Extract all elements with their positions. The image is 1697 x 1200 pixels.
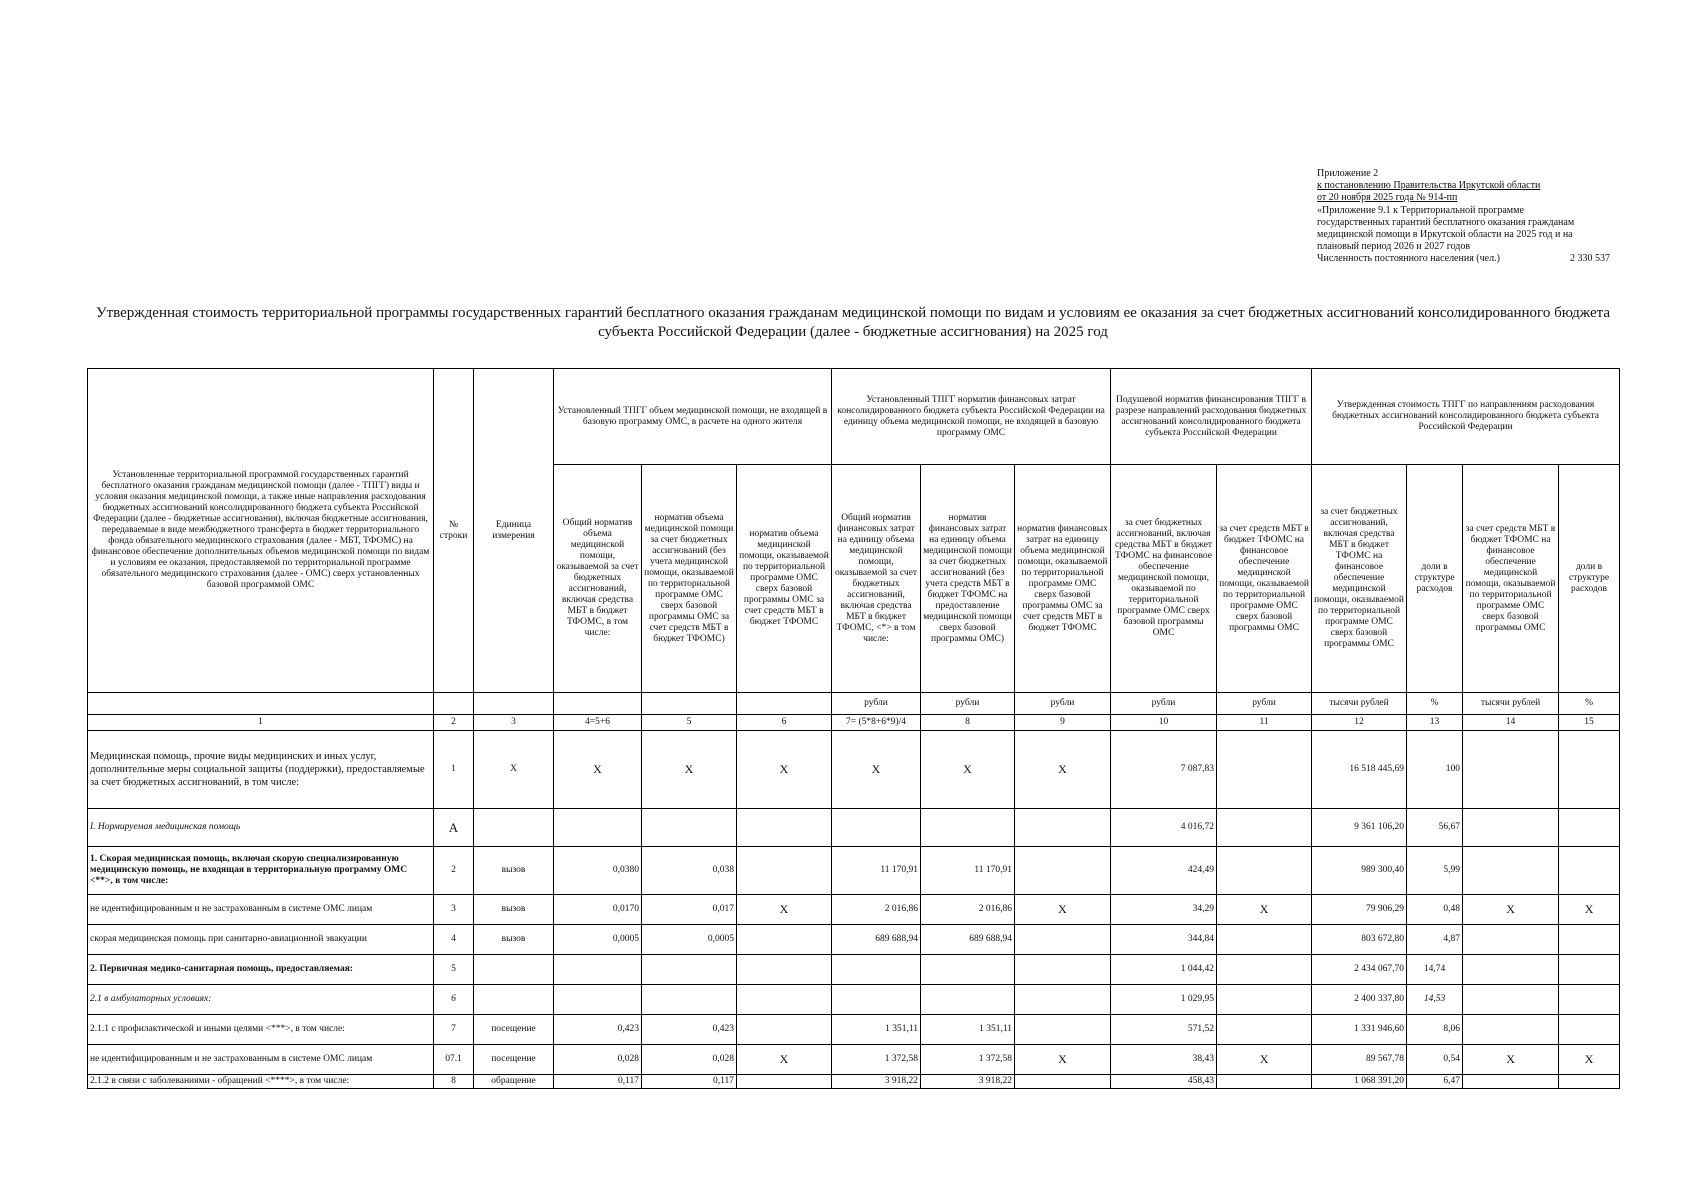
cell-col-13: 14,74 bbox=[1407, 955, 1463, 985]
cell-col-11 bbox=[1217, 1015, 1312, 1045]
cell-col-12: 2 434 067,70 bbox=[1312, 955, 1407, 985]
row-number: 8 bbox=[434, 1075, 474, 1089]
header-col-14: за счет средств МБТ в бюджет ТФОМС на финансовое обеспечение медицинской помощи, оказываемой по территориальной программе ОМС сверх базовой программы ОМС bbox=[1463, 465, 1559, 693]
cell-col-4: 0,0005 bbox=[554, 925, 642, 955]
cell-col-9: X bbox=[1015, 1045, 1111, 1075]
cell-col-5: 0,028 bbox=[642, 1045, 737, 1075]
cell-col-13: 14,53 bbox=[1407, 985, 1463, 1015]
row-number: 07.1 bbox=[434, 1045, 474, 1075]
cell-col-11 bbox=[1217, 1075, 1312, 1089]
cell-col-4 bbox=[554, 955, 642, 985]
cell-col-9 bbox=[1015, 925, 1111, 955]
colnum-cell: 1 bbox=[88, 715, 434, 731]
header-col-10: за счет бюджетных ассигнований, включая средства МБТ в бюджет ТФОМС на финансовое обеспечение медицинской помощи, оказываемой по территориальной программе ОМС сверх базовой программы ОМС bbox=[1111, 465, 1217, 693]
population-line bbox=[1317, 253, 1610, 265]
cell-col-7: X bbox=[832, 731, 921, 809]
row-number: 4 bbox=[434, 925, 474, 955]
cell-col-14: X bbox=[1463, 1045, 1559, 1075]
row-name: 2.1.1 с профилактической и иными целями <***>, в том числе: bbox=[88, 1015, 434, 1045]
cell-col-8 bbox=[921, 955, 1015, 985]
cell-col-12: 989 300,40 bbox=[1312, 847, 1407, 895]
cell-col-9 bbox=[1015, 985, 1111, 1015]
cell-col-5: 0,423 bbox=[642, 1015, 737, 1045]
cell-col-7: 1 372,58 bbox=[832, 1045, 921, 1075]
table-row bbox=[88, 955, 1620, 985]
cell-col-9 bbox=[1015, 1075, 1111, 1089]
cell-col-11 bbox=[1217, 847, 1312, 895]
header-group-volume: Установленный ТПГГ объем медицинской помощи, не входящей в базовую программу ОМС, в расчете на одного жителя bbox=[554, 369, 832, 465]
cell-col-6 bbox=[737, 925, 832, 955]
cell-col-10: 38,43 bbox=[1111, 1045, 1217, 1075]
cell-col-9 bbox=[1015, 847, 1111, 895]
cell-col-8: 1 372,58 bbox=[921, 1045, 1015, 1075]
colnum-cell: 2 bbox=[434, 715, 474, 731]
row-name: не идентифицированным и не застрахованным в системе ОМС лицам bbox=[88, 895, 434, 925]
row-unit: посещение bbox=[474, 1015, 554, 1045]
cell-col-5: X bbox=[642, 731, 737, 809]
table-row bbox=[88, 1045, 1620, 1075]
row-number: 1 bbox=[434, 731, 474, 809]
cell-col-7: 11 170,91 bbox=[832, 847, 921, 895]
colnum-cell: 3 bbox=[474, 715, 554, 731]
cell-col-13: 0,54 bbox=[1407, 1045, 1463, 1075]
table-row bbox=[88, 731, 1620, 809]
cell-col-13: 5,99 bbox=[1407, 847, 1463, 895]
header-col-8: норматив финансовых затрат на единицу объема медицинской помощи за счет бюджетных ассигнований (без учета средств МБТ в бюджет ТФОМС на предоставление медицинской помощи сверх базовой программы ОМС) bbox=[921, 465, 1015, 693]
cell-col-4: 0,0380 bbox=[554, 847, 642, 895]
appendix-line: Приложение 2 bbox=[1317, 168, 1379, 179]
cell-col-11 bbox=[1217, 985, 1312, 1015]
cell-col-14 bbox=[1463, 1075, 1559, 1089]
row-unit: вызов bbox=[474, 925, 554, 955]
cell-col-12: 1 331 946,60 bbox=[1312, 1015, 1407, 1045]
cell-col-7: 1 351,11 bbox=[832, 1015, 921, 1045]
cell-col-14 bbox=[1463, 809, 1559, 847]
cell-col-14 bbox=[1463, 847, 1559, 895]
row-unit: вызов bbox=[474, 895, 554, 925]
table-row bbox=[88, 1015, 1620, 1045]
appendix-block bbox=[1317, 168, 1617, 266]
cell-col-15 bbox=[1559, 1015, 1620, 1045]
table-row bbox=[88, 985, 1620, 1015]
table-header bbox=[88, 369, 1620, 731]
cell-col-14 bbox=[1463, 925, 1559, 955]
cell-col-10: 344,84 bbox=[1111, 925, 1217, 955]
cell-col-5 bbox=[642, 955, 737, 985]
cell-col-10: 1 029,95 bbox=[1111, 985, 1217, 1015]
header-col-11: за счет средств МБТ в бюджет ТФОМС на финансовое обеспечение медицинской помощи, оказываемой по территориальной программе ОМС сверх базовой программы ОМС bbox=[1217, 465, 1312, 693]
row-unit bbox=[474, 985, 554, 1015]
header-col-6: норматив объема медицинской помощи, оказываемой по территориальной программе ОМС сверх базовой программы ОМС за счет средств МБТ в бюджет ТФОМС bbox=[737, 465, 832, 693]
unit-cell: рубли bbox=[832, 693, 921, 715]
cell-col-10: 4 016,72 bbox=[1111, 809, 1217, 847]
colnum-cell: 12 bbox=[1312, 715, 1407, 731]
row-number: 2 bbox=[434, 847, 474, 895]
cell-col-11: X bbox=[1217, 1045, 1312, 1075]
cell-col-4: 0,423 bbox=[554, 1015, 642, 1045]
table-row bbox=[88, 1075, 1620, 1089]
cell-col-8 bbox=[921, 809, 1015, 847]
colnum-cell: 13 bbox=[1407, 715, 1463, 731]
header-col-9: норматив финансовых затрат на единицу объема медицинской помощи, оказываемой по территориальной программе ОМС сверх базовой программы ОМС за счет средств МБТ в бюджет ТФОМС bbox=[1015, 465, 1111, 693]
cell-col-4 bbox=[554, 985, 642, 1015]
cell-col-6 bbox=[737, 1015, 832, 1045]
cell-col-15 bbox=[1559, 731, 1620, 809]
row-name: 2. Первичная медико-санитарная помощь, предоставляемая: bbox=[88, 955, 434, 985]
cell-col-4: 0,028 bbox=[554, 1045, 642, 1075]
cell-col-12: 1 068 391,20 bbox=[1312, 1075, 1407, 1089]
appendix-line: от 20 ноября 2025 года № 914-пп bbox=[1317, 192, 1458, 204]
header-group-cost-norm: Установленный ТПГГ норматив финансовых затрат консолидированного бюджета субъекта Российской Федерации на единицу объема медицинской помощи, не входящей в базовую программу ОМС bbox=[832, 369, 1111, 465]
row-name: Медицинская помощь, прочие виды медицинских и иных услуг, дополнительные меры социальной защиты (поддержки), предоставляемые за счет бюджетных ассигнований, в том числе: bbox=[88, 731, 434, 809]
cell-col-13: 8,06 bbox=[1407, 1015, 1463, 1045]
cell-col-15: X bbox=[1559, 1045, 1620, 1075]
row-name: 1. Скорая медицинская помощь, включая скорую специализированную медицинскую помощь, не входящая в территориальную программу ОМС <**>, в том числе: bbox=[88, 847, 434, 895]
column-numbers-row bbox=[88, 715, 1620, 731]
cell-col-5: 0,038 bbox=[642, 847, 737, 895]
cell-col-15: X bbox=[1559, 895, 1620, 925]
colnum-cell: 10 bbox=[1111, 715, 1217, 731]
header-col-7: Общий норматив финансовых затрат на единицу объема медицинской помощи, оказываемой за счет бюджетных ассигнований, включая средства МБТ в бюджет ТФОМС, <*> в том числе: bbox=[832, 465, 921, 693]
row-unit: вызов bbox=[474, 847, 554, 895]
cell-col-15 bbox=[1559, 985, 1620, 1015]
cell-col-7: 2 016,86 bbox=[832, 895, 921, 925]
cell-col-7 bbox=[832, 809, 921, 847]
cell-col-13: 56,67 bbox=[1407, 809, 1463, 847]
unit-cell bbox=[737, 693, 832, 715]
row-unit: X bbox=[474, 731, 554, 809]
cell-col-5: 0,017 bbox=[642, 895, 737, 925]
cell-col-10: 1 044,42 bbox=[1111, 955, 1217, 985]
population-label: Численность постоянного населения (чел.) bbox=[1317, 253, 1500, 265]
cell-col-6 bbox=[737, 1075, 832, 1089]
cell-col-15 bbox=[1559, 955, 1620, 985]
row-name: 2.1.2 в связи с заболеваниями - обращений <****>, в том числе: bbox=[88, 1075, 434, 1089]
unit-cell: рубли bbox=[921, 693, 1015, 715]
header-group-approved-cost: Утвержденная стоимость ТПГГ по направлениям расходования бюджетных ассигнований консолидированного бюджета субъекта Российской Федерации bbox=[1312, 369, 1620, 465]
unit-cell: рубли bbox=[1015, 693, 1111, 715]
cell-col-7: 3 918,22 bbox=[832, 1075, 921, 1089]
colnum-cell: 15 bbox=[1559, 715, 1620, 731]
colnum-cell: 14 bbox=[1463, 715, 1559, 731]
cell-col-11 bbox=[1217, 731, 1312, 809]
cell-col-10: 34,29 bbox=[1111, 895, 1217, 925]
cell-col-14 bbox=[1463, 985, 1559, 1015]
colnum-cell: 5 bbox=[642, 715, 737, 731]
cell-col-6 bbox=[737, 955, 832, 985]
appendix-line: плановый период 2026 и 2027 годов bbox=[1317, 241, 1471, 253]
colnum-cell: 4=5+6 bbox=[554, 715, 642, 731]
cell-col-7 bbox=[832, 955, 921, 985]
cell-col-9: X bbox=[1015, 895, 1111, 925]
cell-col-4: 0,0170 bbox=[554, 895, 642, 925]
unit-cell bbox=[88, 693, 434, 715]
cell-col-8: X bbox=[921, 731, 1015, 809]
header-col-15: доли в структуре расходов bbox=[1559, 465, 1620, 693]
cell-col-10: 458,43 bbox=[1111, 1075, 1217, 1089]
unit-cell bbox=[434, 693, 474, 715]
cell-col-11: X bbox=[1217, 895, 1312, 925]
row-number: А bbox=[434, 809, 474, 847]
table-body bbox=[88, 731, 1620, 1089]
cell-col-6 bbox=[737, 809, 832, 847]
cell-col-9 bbox=[1015, 1015, 1111, 1045]
cell-col-14 bbox=[1463, 1015, 1559, 1045]
cell-col-6: X bbox=[737, 1045, 832, 1075]
cell-col-8: 2 016,86 bbox=[921, 895, 1015, 925]
table-row bbox=[88, 847, 1620, 895]
header-col-12: за счет бюджетных ассигнований, включая средства МБТ в бюджет ТФОМС на финансовое обеспечение медицинской помощи, оказываемой по территориальной программе ОМС сверх базовой программы ОМС bbox=[1312, 465, 1407, 693]
header-col-13: доли в структуре расходов bbox=[1407, 465, 1463, 693]
document-title: Утвержденная стоимость территориальной программы государственных гарантий бесплатного оказания гражданам медицинской помощи по видам и условиям ее оказания за счет бюджетных ассигнований консолидированного бюджета субъекта Российской Федерации (далее - бюджетные ассигнования) на 2025 год bbox=[95, 305, 1611, 340]
cell-col-12: 16 518 445,69 bbox=[1312, 731, 1407, 809]
cell-col-12: 803 672,80 bbox=[1312, 925, 1407, 955]
unit-cell bbox=[554, 693, 642, 715]
colnum-cell: 11 bbox=[1217, 715, 1312, 731]
appendix-line: к постановлению Правительства Иркутской области bbox=[1317, 180, 1541, 192]
row-number: 6 bbox=[434, 985, 474, 1015]
cell-col-6: X bbox=[737, 895, 832, 925]
header-col-5: норматив объема медицинской помощи за счет бюджетных ассигнований (без учета медицинской помощи, оказываемой по территориальной программе ОМС сверх базовой программы ОМС за счет средств МБТ в бюджет ТФОМС) bbox=[642, 465, 737, 693]
cell-col-7 bbox=[832, 985, 921, 1015]
row-name: 2.1 в амбулаторных условиях: bbox=[88, 985, 434, 1015]
cell-col-14 bbox=[1463, 955, 1559, 985]
cell-col-6 bbox=[737, 847, 832, 895]
table-row bbox=[88, 809, 1620, 847]
unit-cell: тысячи рублей bbox=[1312, 693, 1407, 715]
unit-cell: тысячи рублей bbox=[1463, 693, 1559, 715]
population-value: 2 330 537 bbox=[1570, 253, 1610, 265]
row-number: 3 bbox=[434, 895, 474, 925]
cell-col-13: 4,87 bbox=[1407, 925, 1463, 955]
cell-col-12: 2 400 337,80 bbox=[1312, 985, 1407, 1015]
row-unit bbox=[474, 809, 554, 847]
cell-col-8: 3 918,22 bbox=[921, 1075, 1015, 1089]
unit-cell: % bbox=[1407, 693, 1463, 715]
cell-col-4: X bbox=[554, 731, 642, 809]
colnum-cell: 9 bbox=[1015, 715, 1111, 731]
cell-col-9 bbox=[1015, 809, 1111, 847]
cell-col-8: 689 688,94 bbox=[921, 925, 1015, 955]
cell-col-8: 11 170,91 bbox=[921, 847, 1015, 895]
unit-cell bbox=[642, 693, 737, 715]
cell-col-15 bbox=[1559, 925, 1620, 955]
cell-col-14 bbox=[1463, 731, 1559, 809]
cell-col-11 bbox=[1217, 925, 1312, 955]
cell-col-4 bbox=[554, 809, 642, 847]
cell-col-14: X bbox=[1463, 895, 1559, 925]
cell-col-5 bbox=[642, 809, 737, 847]
cell-col-12: 9 361 106,20 bbox=[1312, 809, 1407, 847]
header-description: Установленные территориальной программой государственных гарантий бесплатного оказания гражданам медицинской помощи (далее - ТПГГ) виды и условия оказания медицинской помощи, а также иные направления расходования бюджетных ассигнований консолидированного бюджета субъекта Российской Федерации (далее - бюджетные ассигнования), включая бюджетные ассигнования, передаваемые в виде межбюджетного трансферта в бюджет территориального фонда обязательного медицинского страхования (далее - МБТ, ТФОМС) на финансовое обеспечение дополнительных объемов медицинской помощи по видам и условиям ее оказания, предоставляемой по территориальной программе обязательного медицинского страхования (далее - ОМС) сверх установленных базовой программой ОМС bbox=[88, 369, 434, 693]
cell-col-8 bbox=[921, 985, 1015, 1015]
cell-col-9: X bbox=[1015, 731, 1111, 809]
cell-col-5 bbox=[642, 985, 737, 1015]
unit-cell bbox=[474, 693, 554, 715]
cell-col-12: 89 567,78 bbox=[1312, 1045, 1407, 1075]
row-unit: посещение bbox=[474, 1045, 554, 1075]
cell-col-15 bbox=[1559, 1075, 1620, 1089]
row-unit bbox=[474, 955, 554, 985]
cell-col-12: 79 906,29 bbox=[1312, 895, 1407, 925]
cell-col-9 bbox=[1015, 955, 1111, 985]
row-number: 5 bbox=[434, 955, 474, 985]
cell-col-6: X bbox=[737, 731, 832, 809]
colnum-cell: 8 bbox=[921, 715, 1015, 731]
appendix-line: медицинской помощи в Иркутской области на 2025 год и на bbox=[1317, 229, 1573, 241]
cell-col-13: 6,47 bbox=[1407, 1075, 1463, 1089]
cell-col-15 bbox=[1559, 809, 1620, 847]
table-row bbox=[88, 895, 1620, 925]
table-row bbox=[88, 925, 1620, 955]
header-col-4: Общий норматив объема медицинской помощи, оказываемой за счет бюджетных ассигнований, включая средства МБТ в бюджет ТФОМС, в том числе: bbox=[554, 465, 642, 693]
cell-col-8: 1 351,11 bbox=[921, 1015, 1015, 1045]
row-name: скорая медицинская помощь при санитарно-авиационной эвакуации bbox=[88, 925, 434, 955]
cell-col-6 bbox=[737, 985, 832, 1015]
header-unit: Единица измерения bbox=[474, 369, 554, 693]
row-name: I. Нормируемая медицинская помощь bbox=[88, 809, 434, 847]
cell-col-10: 424,49 bbox=[1111, 847, 1217, 895]
row-unit: обращение bbox=[474, 1075, 554, 1089]
cell-col-10: 571,52 bbox=[1111, 1015, 1217, 1045]
cell-col-15 bbox=[1559, 847, 1620, 895]
unit-cell: % bbox=[1559, 693, 1620, 715]
colnum-cell: 6 bbox=[737, 715, 832, 731]
cell-col-5: 0,117 bbox=[642, 1075, 737, 1089]
cell-col-10: 7 087,83 bbox=[1111, 731, 1217, 809]
cell-col-4: 0,117 bbox=[554, 1075, 642, 1089]
cell-col-13: 0,48 bbox=[1407, 895, 1463, 925]
cell-col-11 bbox=[1217, 809, 1312, 847]
units-row bbox=[88, 693, 1620, 715]
cell-col-13: 100 bbox=[1407, 731, 1463, 809]
cell-col-5: 0,0005 bbox=[642, 925, 737, 955]
row-number: 7 bbox=[434, 1015, 474, 1045]
row-name: не идентифицированным и не застрахованным в системе ОМС лицам bbox=[88, 1045, 434, 1075]
cost-table bbox=[87, 368, 1620, 1089]
colnum-cell: 7= (5*8+6*9)/4 bbox=[832, 715, 921, 731]
appendix-line: «Приложение 9.1 к Территориальной программе bbox=[1317, 204, 1524, 216]
header-row-number: № строки bbox=[434, 369, 474, 693]
unit-cell: рубли bbox=[1217, 693, 1312, 715]
cell-col-7: 689 688,94 bbox=[832, 925, 921, 955]
header-group-per-capita: Подушевой норматив финансирования ТПГГ в разрезе направлений расходования бюджетных ассигнований консолидированного бюджета субъекта Российской Федерации bbox=[1111, 369, 1312, 465]
unit-cell: рубли bbox=[1111, 693, 1217, 715]
cell-col-11 bbox=[1217, 955, 1312, 985]
appendix-line: государственных гарантий бесплатного оказания гражданам bbox=[1317, 216, 1575, 228]
